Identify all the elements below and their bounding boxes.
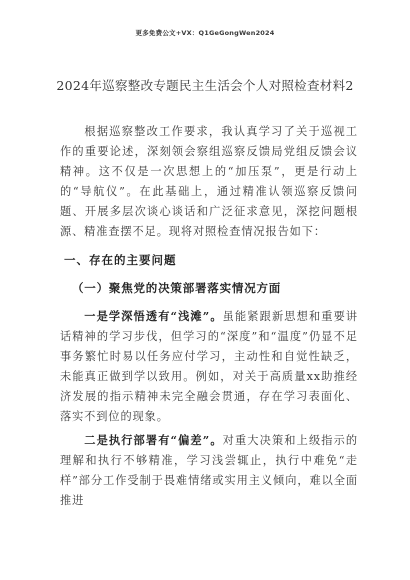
subsection-heading: （一）聚焦党的决策部署落实情况方面: [72, 281, 282, 295]
paragraph-lead: 二是执行部署有“偏差”。: [84, 433, 223, 447]
paragraph-body: 虽能紧跟新思想和重要讲话精神的学习步伐，但学习的“深度”和“温度”仍显不足事务繁忙时易以任务应付学习，主动性和自觉性缺乏，未能真正做到学以致用。例如，对关于高质量xx助推经济发展的指示精神未完全融会贯通，存在学习表面化、落实不到位的现象。: [60, 310, 359, 423]
paragraph-body: 对重大决策和上级指示的理解和执行不够精准，学习浅尝辄止，执行中难免“走样”部分工作受制于畏难情绪或实用主义倾向，难以全面推进: [60, 434, 359, 507]
document-title: 2024年巡察整改专题民主生活会个人对照检查材料2: [56, 78, 354, 93]
paragraph-execution: [60, 430, 358, 511]
paragraph-lead: 一是学深悟透有“浅滩”。: [84, 309, 223, 323]
section-heading: 一、存在的主要问题: [64, 253, 177, 267]
header-note: 更多免费公文+VX：Q1GeGongWen2024: [135, 29, 275, 37]
intro-paragraph: [60, 122, 358, 242]
intro-text: 根据巡察整改工作要求，我认真学习了关于巡视工作的重要论述，深刻领会察组巡察反馈局党组反馈会议精神。这不仅是一次思想上的“加压泵”，更是行动上的“导航仪”。在此基础上，通过精准认领巡察反馈问题、开展多层次谈心谈话和广泛征求意见，深挖问题根源、精准查摆不足。现将对照检查情况报告如下：: [60, 125, 358, 238]
paragraph-study: [60, 306, 358, 427]
